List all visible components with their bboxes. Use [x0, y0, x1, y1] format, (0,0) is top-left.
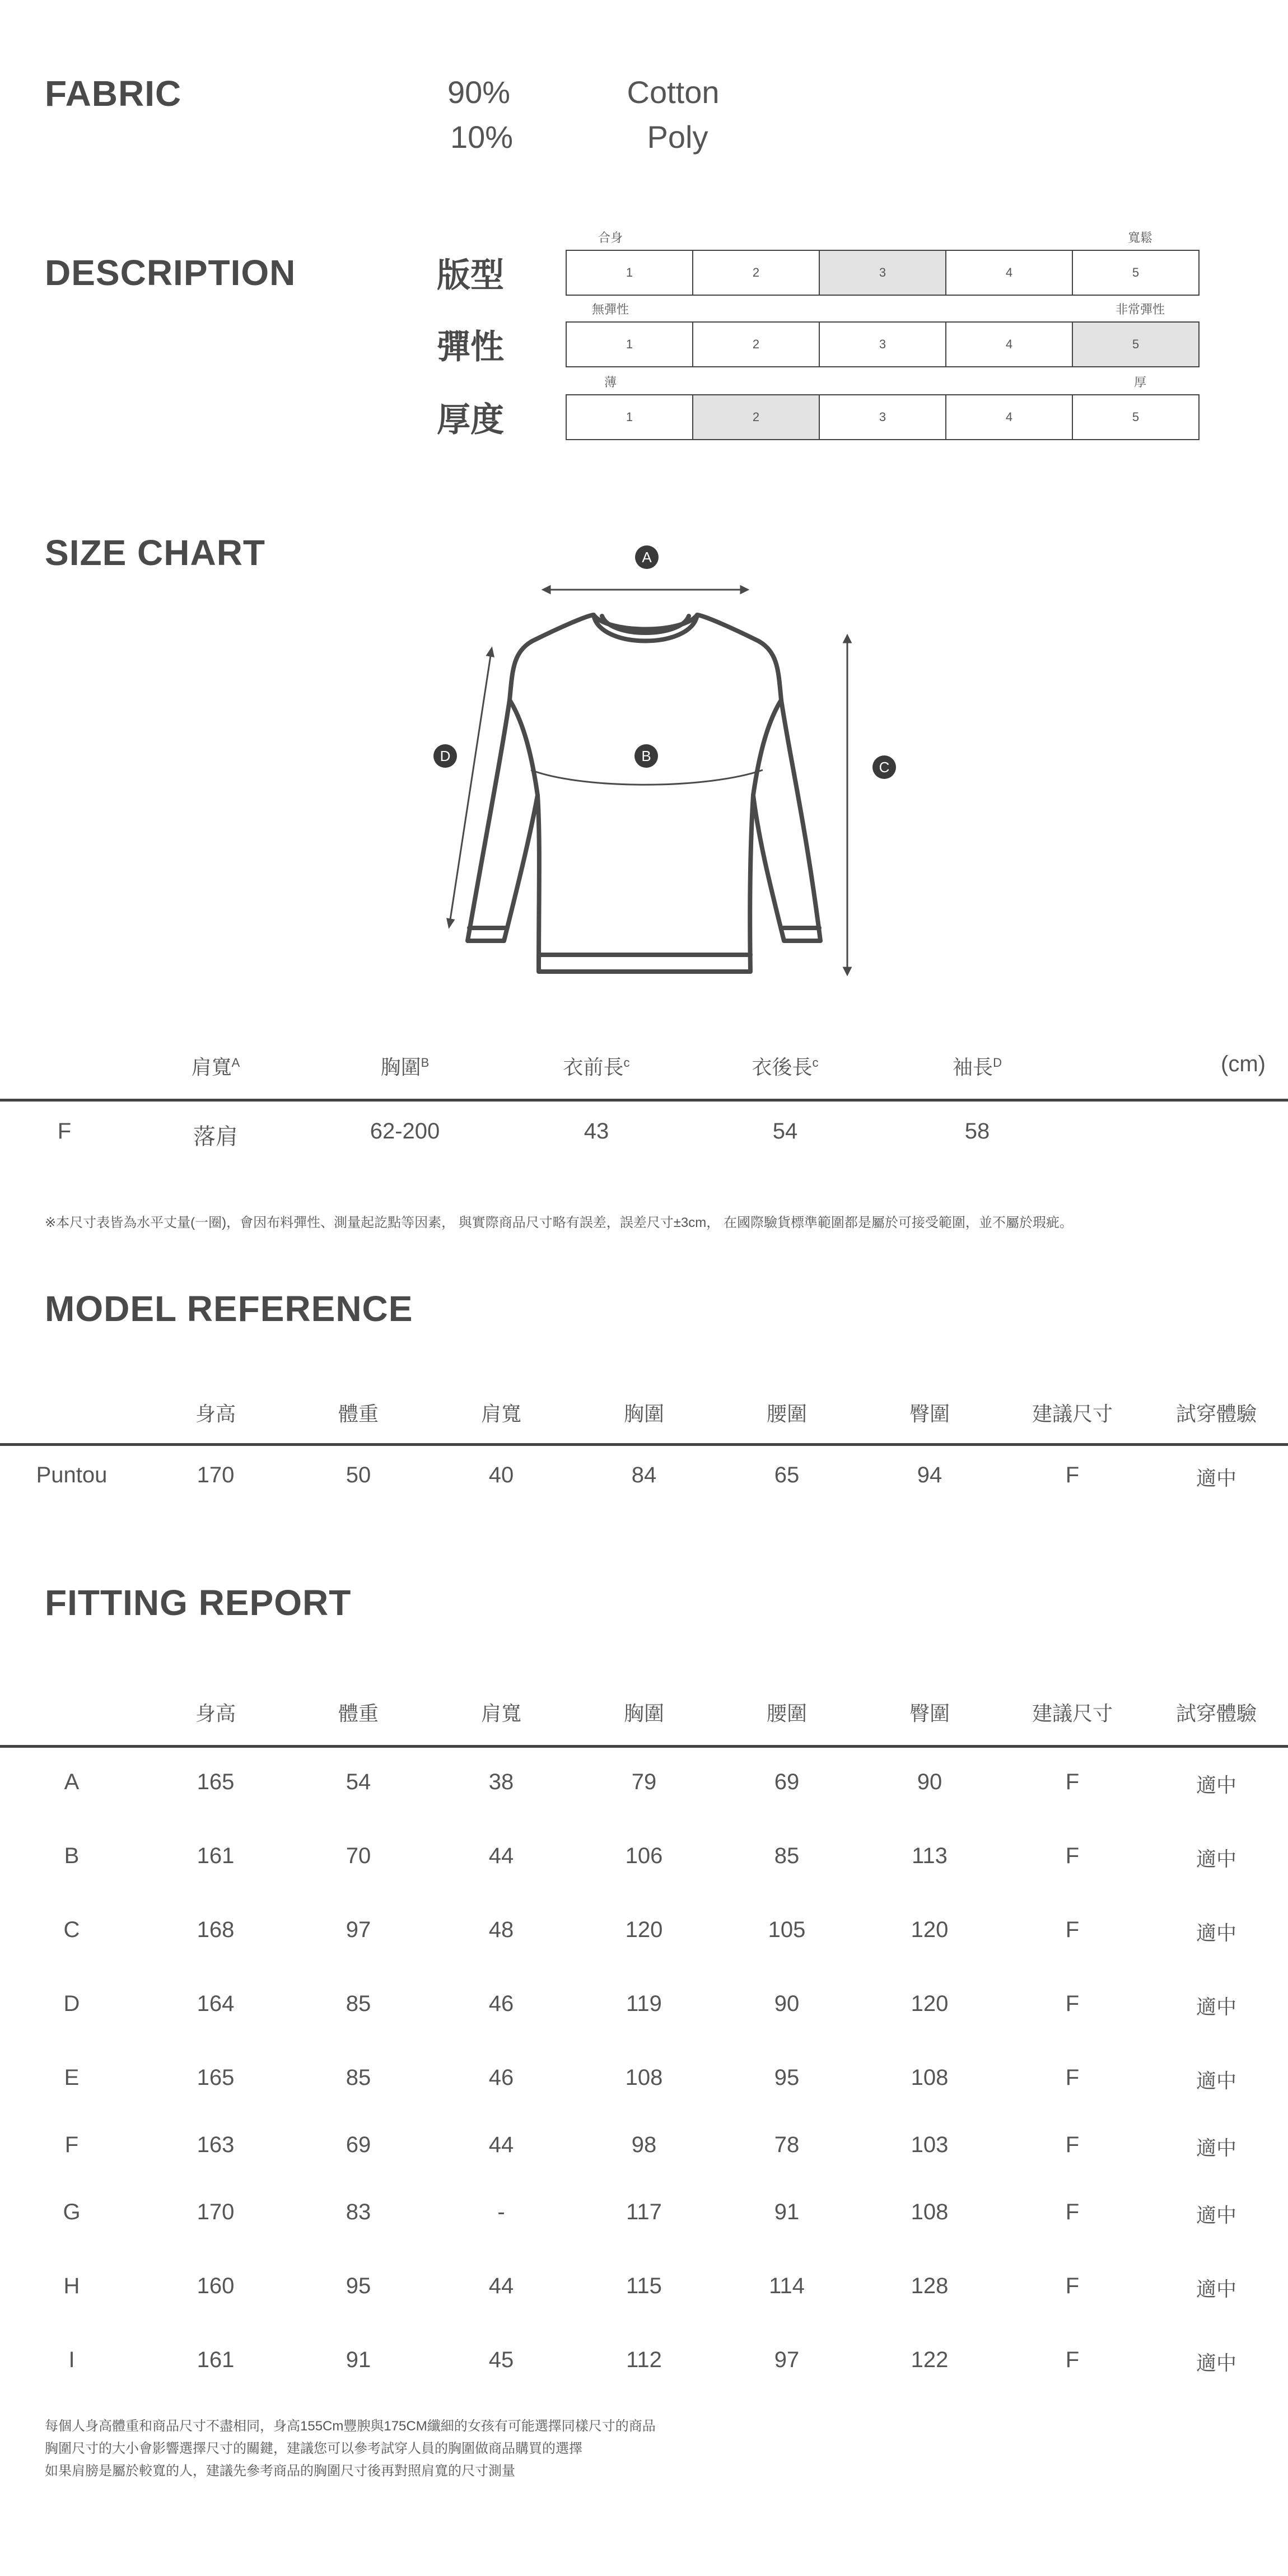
column-header: 腰圍	[766, 1702, 807, 1725]
table-cell: 90	[774, 1991, 800, 2016]
table-cell: 適中	[1196, 2204, 1236, 2227]
scale-cell: 2	[693, 251, 820, 295]
table-cell: 適中	[1196, 2136, 1236, 2159]
table-cell: 適中	[1196, 1774, 1236, 1796]
scale-row	[566, 250, 1200, 296]
table-cell: 120	[625, 1917, 663, 1942]
fabric-material: Cotton	[627, 74, 720, 110]
column-header: 試穿體驗	[1175, 1402, 1257, 1425]
table-cell: 54	[346, 1770, 371, 1794]
fabric-percent: 10%	[450, 119, 514, 155]
table-cell: 168	[197, 1917, 235, 1942]
size-value: 58	[964, 1119, 990, 1144]
table-cell: 163	[197, 2132, 235, 2157]
table-cell: 165	[197, 1770, 235, 1794]
fitting-note-line: 胸圍尺寸的大小會影響選擇尺寸的關鍵，建議您可以參考試穿人員的胸圍做商品購買的選擇	[45, 2441, 582, 2456]
table-cell: 適中	[1196, 2351, 1236, 2374]
table-cell: 112	[626, 2348, 662, 2372]
size-header-label: 肩寬	[191, 1056, 232, 1079]
column-header: 試穿體驗	[1175, 1702, 1257, 1725]
table-cell: 69	[346, 2132, 371, 2157]
row-label: B	[64, 1844, 80, 1868]
table-cell: 44	[488, 2132, 514, 2157]
size-header-label: 衣前長	[563, 1056, 624, 1079]
size-value: 62-200	[370, 1119, 440, 1144]
size-header	[529, 1052, 664, 1080]
table-cell: 46	[488, 2065, 514, 2090]
table-cell: F	[1065, 2200, 1080, 2224]
column-header: 臀圍	[909, 1402, 950, 1425]
marker-b-icon: B	[634, 744, 658, 768]
table-cell: 120	[911, 1991, 949, 2016]
scale-cell: 1	[567, 323, 693, 366]
scale-cell-selected: 2	[693, 395, 820, 439]
table-cell: 98	[631, 2132, 657, 2157]
size-header-label: 袖長	[953, 1056, 993, 1079]
table-cell: 165	[197, 2065, 235, 2090]
table-cell: F	[1065, 2348, 1080, 2372]
table-cell: 46	[488, 1991, 514, 2016]
row-label: Puntou	[36, 1463, 108, 1487]
table-cell: 108	[911, 2200, 949, 2224]
scale-cell: 4	[946, 323, 1073, 366]
scale-cell: 3	[820, 323, 946, 366]
table-cell: 119	[626, 1991, 662, 2016]
column-header: 建議尺寸	[1032, 1702, 1113, 1725]
table-cell: 97	[774, 2348, 800, 2372]
sweater-diagram	[426, 538, 930, 991]
table-cell: -	[497, 2200, 505, 2224]
scale-cell-selected: 5	[1073, 323, 1198, 366]
table-cell: 適中	[1196, 1847, 1236, 1870]
table-cell: 44	[488, 2274, 514, 2298]
scale-min-label: 無彈性	[591, 302, 629, 316]
model-reference-title: MODEL REFERENCE	[45, 1289, 413, 1329]
table-cell: 適中	[1196, 2069, 1236, 2092]
size-header-marker: c	[812, 1056, 819, 1070]
column-header: 身高	[195, 1702, 236, 1725]
size-header-marker: A	[231, 1056, 240, 1070]
scale-cell: 4	[946, 251, 1073, 295]
table-cell: 適中	[1196, 1921, 1236, 1944]
table-cell: 160	[197, 2274, 235, 2298]
table-cell: 117	[626, 2200, 662, 2224]
table-cell: 95	[774, 2065, 800, 2090]
table-cell: 50	[346, 1463, 371, 1487]
description-title: DESCRIPTION	[45, 253, 296, 293]
table-cell: 170	[197, 1463, 235, 1487]
row-label: D	[63, 1991, 80, 2016]
sweater-outline	[468, 615, 820, 972]
row-label: C	[63, 1917, 80, 1942]
row-label: H	[63, 2274, 80, 2298]
column-header: 體重	[338, 1702, 379, 1725]
table-cell: 97	[346, 1917, 371, 1942]
column-header: 腰圍	[766, 1402, 807, 1425]
size-chart-note: ※本尺寸表皆為水平丈量(一圈)，會因布料彈性、測量起訖點等因素， 與實際商品尺寸略有誤差，誤差尺寸±3cm， 在國際驗貨標準範圍都是屬於可接受範圍，並不屬於瑕疵。	[45, 1215, 1073, 1230]
table-cell: 85	[774, 1844, 800, 1868]
size-header-label: 胸圍	[380, 1056, 421, 1079]
size-value: 54	[772, 1119, 798, 1144]
table-cell: 48	[488, 1917, 514, 1942]
table-cell: 128	[911, 2274, 949, 2298]
table-cell: 適中	[1196, 1467, 1236, 1490]
size-header-marker: B	[421, 1056, 430, 1070]
model-table-divider	[0, 1443, 1288, 1446]
size-header	[148, 1052, 283, 1080]
marker-a-icon: A	[635, 545, 659, 569]
scale-cell: 1	[567, 395, 693, 439]
scale-row	[566, 394, 1200, 440]
column-header: 胸圍	[623, 1402, 664, 1425]
table-cell: 38	[488, 1770, 514, 1794]
scale-cell: 5	[1132, 265, 1140, 279]
table-cell: F	[1065, 1917, 1080, 1942]
table-cell: 70	[346, 1844, 371, 1868]
table-cell: F	[1065, 2065, 1080, 2090]
fabric-material: Poly	[647, 119, 708, 155]
scale-cell: 3	[820, 395, 946, 439]
scale-max-label: 寬鬆	[1127, 231, 1153, 245]
row-label: G	[63, 2200, 81, 2224]
fabric-percent: 90%	[447, 74, 511, 110]
table-cell: 161	[197, 2348, 235, 2372]
measure-line-b	[531, 770, 763, 785]
scale-min-label: 薄	[604, 375, 617, 389]
scale-cell: 1	[567, 251, 693, 295]
table-cell: 105	[768, 1917, 806, 1942]
table-cell: 90	[917, 1770, 942, 1794]
size-header	[910, 1052, 1044, 1080]
column-header: 建議尺寸	[1032, 1402, 1113, 1425]
table-cell: 84	[631, 1463, 657, 1487]
row-label: E	[64, 2065, 80, 2090]
size-value: 43	[584, 1119, 609, 1144]
column-header: 身高	[195, 1402, 236, 1425]
table-cell: 適中	[1196, 2278, 1236, 2300]
table-cell: F	[1065, 2274, 1080, 2298]
attribute-label: 厚度	[437, 401, 504, 438]
row-label: I	[68, 2348, 75, 2372]
column-header: 肩寬	[480, 1402, 521, 1425]
table-cell: 120	[911, 1917, 949, 1942]
size-header	[718, 1052, 852, 1080]
table-cell: 114	[769, 2274, 805, 2298]
fitting-note-line: 如果肩膀是屬於較寬的人，建議先參考商品的胸圍尺寸後再對照肩寬的尺寸測量	[45, 2463, 515, 2479]
scale-cell-selected: 3	[820, 251, 946, 295]
size-header-marker: D	[993, 1056, 1002, 1070]
table-cell: 106	[625, 1844, 663, 1868]
table-cell: 103	[911, 2132, 949, 2157]
table-cell: 適中	[1196, 1995, 1236, 2018]
table-cell: 91	[346, 2348, 371, 2372]
fabric-title: FABRIC	[45, 73, 182, 114]
table-cell: 85	[346, 2065, 371, 2090]
table-cell: 78	[774, 2132, 800, 2157]
row-label: F	[64, 2132, 79, 2157]
column-header: 臀圍	[909, 1702, 950, 1725]
table-cell: 40	[488, 1463, 514, 1487]
table-cell: 161	[197, 1844, 235, 1868]
size-table-divider	[0, 1099, 1288, 1102]
size-header-label: 衣後長	[752, 1056, 813, 1079]
scale-row	[566, 321, 1200, 367]
table-cell: 94	[917, 1463, 942, 1487]
column-header: 體重	[338, 1402, 379, 1425]
table-cell: 65	[774, 1463, 800, 1487]
scale-min-label: 合身	[598, 231, 623, 245]
table-cell: 44	[488, 1844, 514, 1868]
measure-line-d	[449, 648, 492, 927]
table-cell: F	[1065, 1770, 1080, 1794]
table-cell: 122	[911, 2348, 949, 2372]
table-cell: 164	[197, 1991, 235, 2016]
marker-c-icon: C	[872, 755, 896, 779]
size-label: F	[57, 1119, 72, 1144]
table-cell: 113	[912, 1844, 948, 1868]
column-header: 胸圍	[623, 1702, 664, 1725]
fitting-table-divider	[0, 1745, 1288, 1748]
scale-cell: 5	[1132, 410, 1140, 424]
fitting-note-line: 每個人身高體重和商品尺寸不盡相同，身高155Cm豐腴與175CM纖細的女孩有可能選擇同樣尺寸的商品	[45, 2419, 656, 2434]
size-chart-title: SIZE CHART	[45, 533, 265, 573]
table-cell: 45	[488, 2348, 514, 2372]
size-header-marker: c	[623, 1056, 630, 1070]
scale-cell: 2	[693, 323, 820, 366]
row-label: A	[64, 1770, 80, 1794]
size-header	[338, 1052, 472, 1080]
table-cell: F	[1065, 2132, 1080, 2157]
attribute-label: 版型	[437, 256, 504, 294]
fitting-report-title: FITTING REPORT	[45, 1583, 352, 1623]
marker-d-icon: D	[433, 744, 457, 768]
table-cell: 170	[197, 2200, 235, 2224]
table-cell: 85	[346, 1991, 371, 2016]
table-cell: 91	[774, 2200, 800, 2224]
table-cell: 83	[346, 2200, 371, 2224]
table-cell: 95	[346, 2274, 371, 2298]
table-cell: 115	[626, 2274, 662, 2298]
table-cell: F	[1065, 1844, 1080, 1868]
size-value: 落肩	[193, 1124, 238, 1149]
table-cell: F	[1065, 1463, 1080, 1487]
table-cell: 108	[625, 2065, 663, 2090]
table-cell: 69	[774, 1770, 800, 1794]
table-cell: 108	[911, 2065, 949, 2090]
attribute-label: 彈性	[437, 328, 504, 366]
column-header: 肩寬	[480, 1702, 521, 1725]
scale-cell: 4	[946, 395, 1073, 439]
unit-label: (cm)	[1221, 1052, 1266, 1076]
table-cell: F	[1065, 1991, 1080, 2016]
scale-max-label: 厚	[1133, 375, 1147, 389]
scale-max-label: 非常彈性	[1115, 302, 1165, 316]
table-cell: 79	[631, 1770, 657, 1794]
